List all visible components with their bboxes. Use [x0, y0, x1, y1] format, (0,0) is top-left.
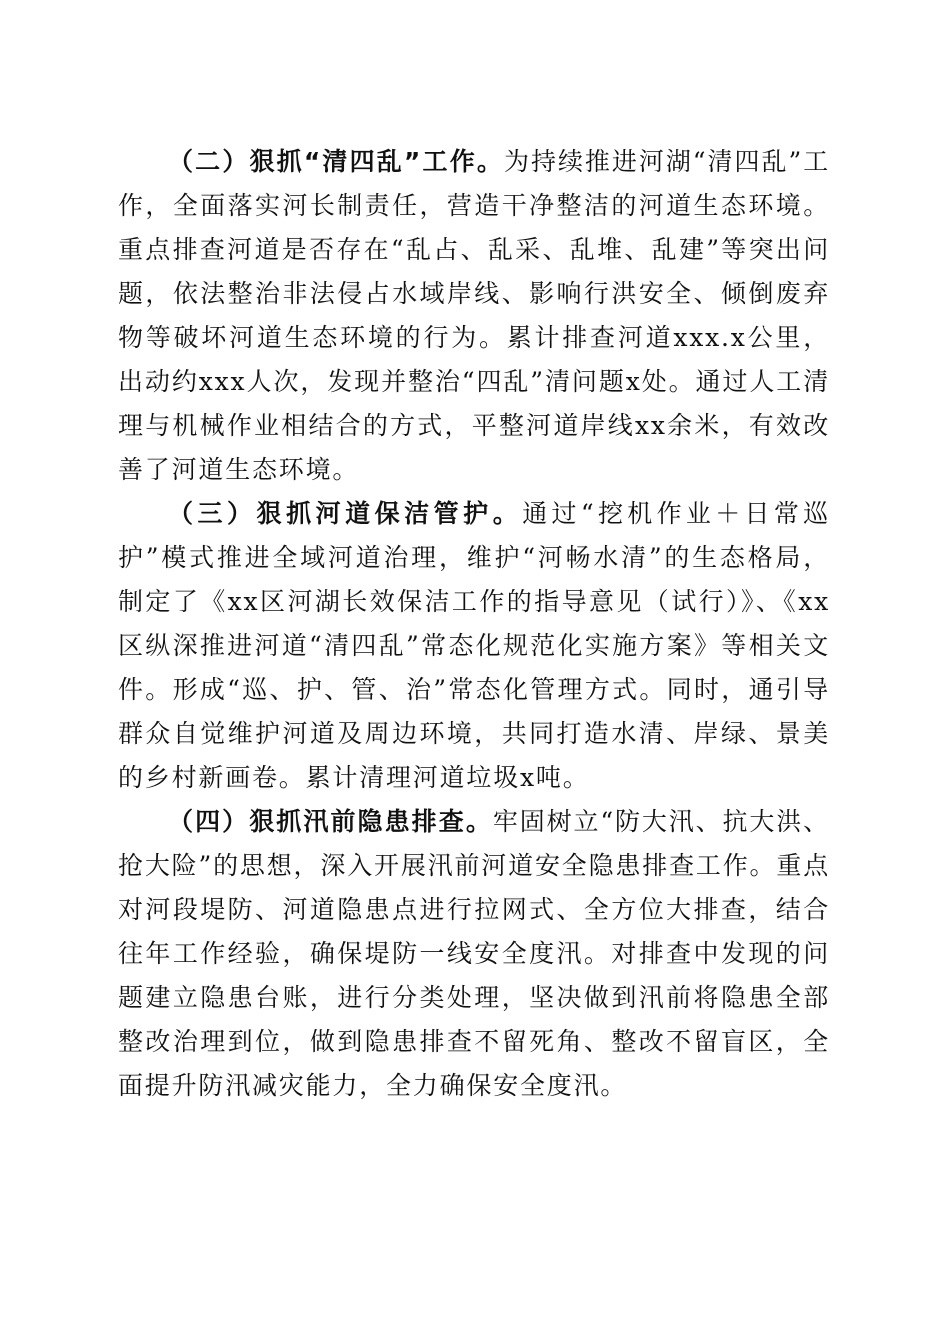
- paragraph-text: 为持续推进河湖“清四乱”工作，全面落实河长制责任，营造干净整洁的河道生态环境。重点排查河道是否存在“乱占、乱采、乱堆、乱建”等突出问题，依法整治非法侵占水域岸线、影响行洪安全、倾倒废弃物等破坏河道生态环境的行为。累计排查河道xxx.x公里，出动约xxx人次，发现并整治“四乱”清问题x处。通过人工清理与机械作业相结合的方式，平整河道岸线xx余米，有效改善了河道生态环境。: [118, 147, 830, 484]
- section-heading: （四）狠抓汛前隐患排查。: [168, 807, 493, 836]
- paragraph-text: 牢固树立“防大汛、抗大洪、抢大险”的思想，深入开展汛前河道安全隐患排查工作。重点对河段堤防、河道隐患点进行拉网式、全方位大排查，结合往年工作经验，确保堤防一线安全度汛。对排查中发现的问题建立隐患台账，进行分类处理，坚决做到汛前将隐患全部整改治理到位，做到隐患排查不留死角、整改不留盲区，全面提升防汛减灾能力，全力确保安全度汛。: [118, 807, 830, 1100]
- paragraph-text: 通过“挖机作业＋日常巡护”模式推进全域河道治理，维护“河畅水清”的生态格局，制定了《xx区河湖长效保洁工作的指导意见（试行）》、《xx区纵深推进河道“清四乱”常态化规范化实施方案》等相关文件。形成“巡、护、管、治”常态化管理方式。同时，通引导群众自觉维护河道及周边环境，共同打造水清、岸绿、景美的乡村新画卷。累计清理河道垃圾x吨。: [118, 499, 830, 792]
- paragraph-flood-hazard-check: [118, 800, 830, 1108]
- section-heading: （二）狠抓“清四乱”工作。: [168, 147, 505, 176]
- paragraph-clean-four-chaos: [118, 140, 830, 492]
- section-heading: （三）狠抓河道保洁管护。: [168, 499, 523, 528]
- document-body: [118, 140, 830, 1108]
- paragraph-river-cleaning: [118, 492, 830, 800]
